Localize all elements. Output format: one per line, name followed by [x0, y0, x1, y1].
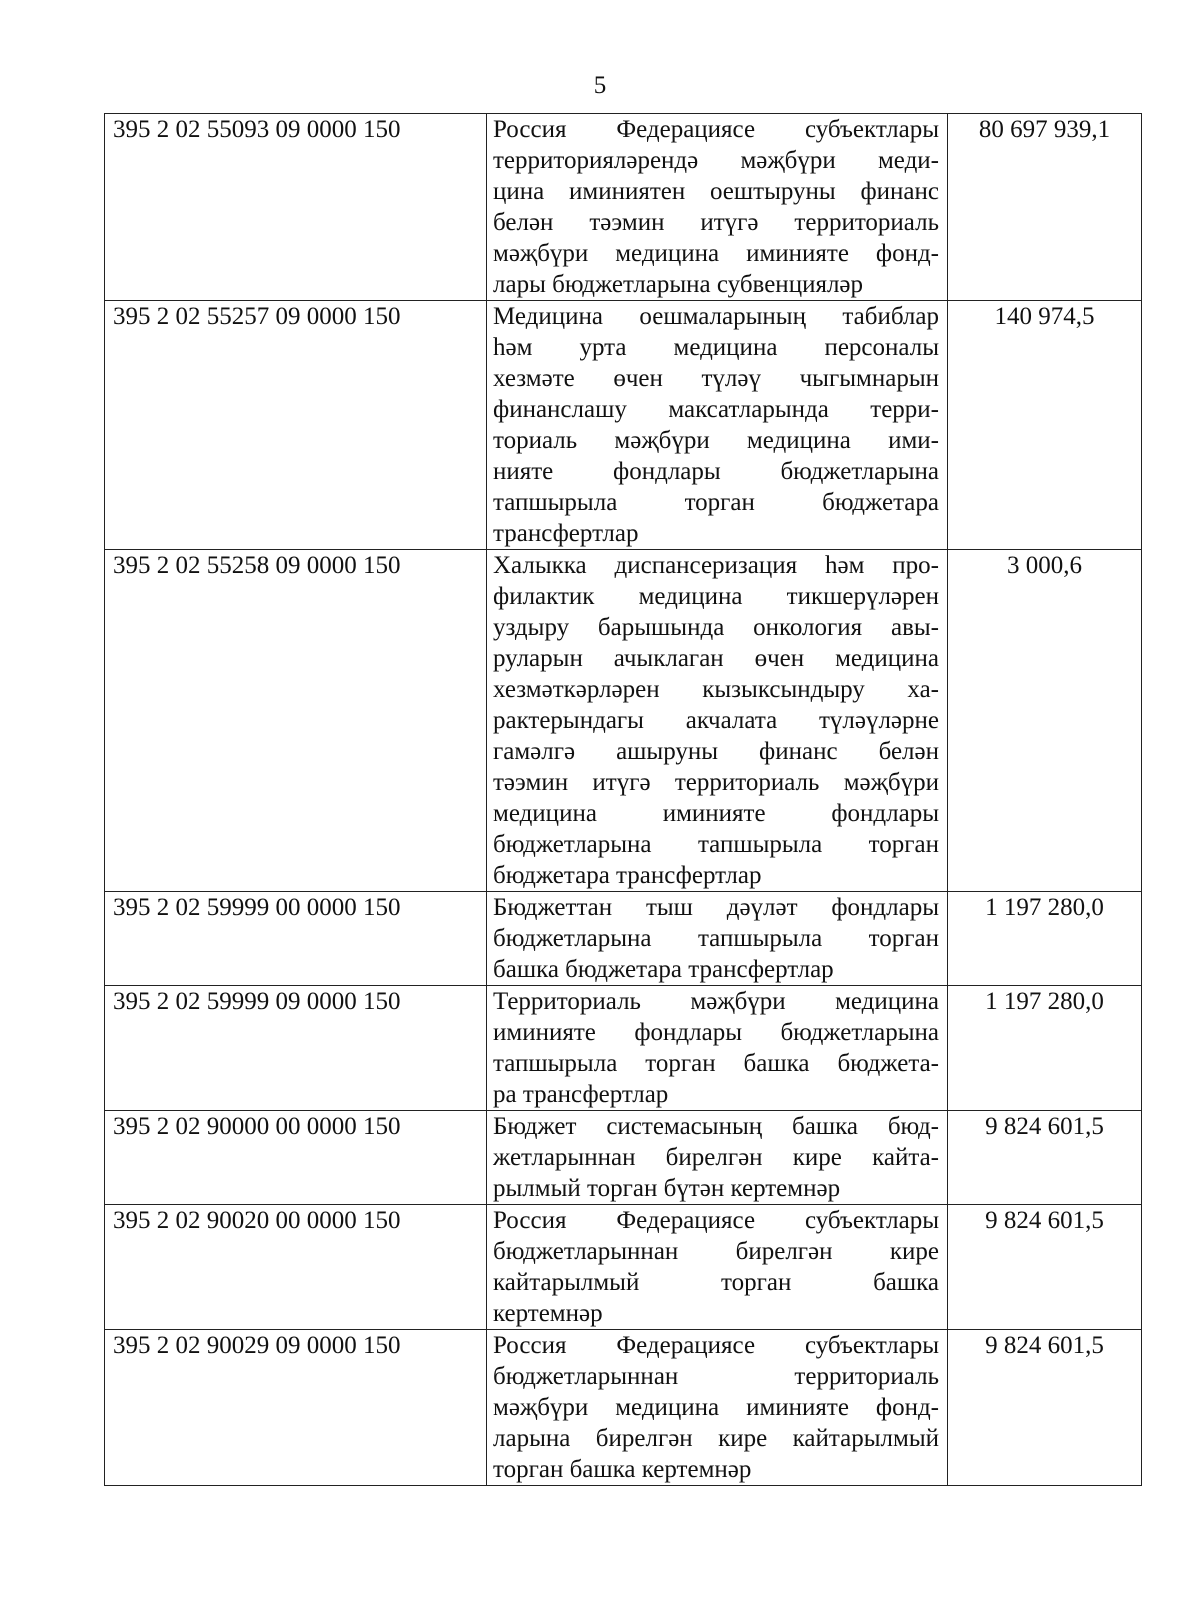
amount-cell: 1 197 280,0 [948, 892, 1142, 986]
table-row [105, 301, 1142, 550]
table-row [105, 1111, 1142, 1205]
description-line: тапшырыла торган башка бюджета- [493, 1050, 939, 1077]
table-row [105, 986, 1142, 1111]
description-line: мәҗбүри медицина иминияте фонд- [493, 240, 939, 267]
budget-code-cell: 395 2 02 55093 09 0000 150 [105, 114, 487, 301]
description-cell [487, 301, 948, 550]
description-line: медицина иминияте фондлары [493, 800, 939, 827]
budget-table [104, 113, 1142, 1486]
description-line: цина иминиятен оештыруны финанс [493, 178, 939, 205]
description-cell [487, 550, 948, 892]
amount-cell: 3 000,6 [948, 550, 1142, 892]
description-line: Россия Федерациясе субъектлары [493, 1207, 939, 1234]
table-row [105, 114, 1142, 301]
amount-cell: 9 824 601,5 [948, 1111, 1142, 1205]
description-line: Россия Федерациясе субъектлары [493, 116, 939, 143]
description-line: уздыру барышында онкология авы- [493, 614, 939, 641]
description-line: ра трансфертлар [493, 1081, 669, 1108]
description-cell [487, 1205, 948, 1330]
description-line: кертемнәр [493, 1300, 603, 1327]
budget-code-cell: 395 2 02 55257 09 0000 150 [105, 301, 487, 550]
description-line: финанслашу максатларында терри- [493, 396, 939, 423]
description-cell [487, 1111, 948, 1205]
description-line: торган башка кертемнәр [493, 1456, 752, 1483]
description-line: Бюджеттан тыш дәүләт фондлары [493, 894, 939, 921]
description-line: трансфертлар [493, 520, 639, 547]
description-line: хезмәте өчен түләү чыгымнарын [493, 365, 939, 392]
budget-code-cell: 395 2 02 59999 00 0000 150 [105, 892, 487, 986]
description-line: жетларыннан бирелгән кире кайта- [493, 1144, 939, 1171]
description-line: бюджетларыннан бирелгән кире [493, 1238, 939, 1265]
description-line: Территориаль мәҗбүри медицина [493, 988, 939, 1015]
description-line: ториаль мәҗбүри медицина ими- [493, 427, 939, 454]
amount-cell: 140 974,5 [948, 301, 1142, 550]
budget-code-cell: 395 2 02 90029 09 0000 150 [105, 1330, 487, 1486]
budget-table-body [105, 114, 1142, 1486]
description-line: кайтарылмый торган башка [493, 1269, 939, 1296]
description-line: тапшырыла торган бюджетара [493, 489, 939, 516]
description-line: Россия Федерациясе субъектлары [493, 1332, 939, 1359]
table-row [105, 1330, 1142, 1486]
description-line: иминияте фондлары бюджетларына [493, 1019, 939, 1046]
description-line: тәэмин итүгә территориаль мәҗбүри [493, 769, 939, 796]
amount-cell: 1 197 280,0 [948, 986, 1142, 1111]
description-cell [487, 892, 948, 986]
description-line: мәҗбүри медицина иминияте фонд- [493, 1394, 939, 1421]
description-line: бюджетларыннан территориаль [493, 1363, 939, 1390]
amount-cell: 9 824 601,5 [948, 1330, 1142, 1486]
description-line: бюджетларына тапшырыла торган [493, 831, 939, 858]
table-row [105, 892, 1142, 986]
description-line: филактик медицина тикшерүләрен [493, 583, 939, 610]
amount-cell: 80 697 939,1 [948, 114, 1142, 301]
description-line: руларын ачыклаган өчен медицина [493, 645, 939, 672]
description-line: лары бюджетларына субвенцияләр [493, 271, 864, 298]
description-line: рактерындагы акчалата түләүләрне [493, 707, 939, 734]
budget-code-cell: 395 2 02 90020 00 0000 150 [105, 1205, 487, 1330]
description-line: нияте фондлары бюджетларына [493, 458, 939, 485]
description-line: гамәлгә ашыруны финанс белән [493, 738, 939, 765]
table-row [105, 1205, 1142, 1330]
description-line: башка бюджетара трансфертлар [493, 956, 834, 983]
description-line: һәм урта медицина персоналы [493, 334, 939, 361]
description-line: Халыкка диспансеризация һәм про- [493, 552, 939, 579]
description-cell [487, 986, 948, 1111]
description-line: хезмәткәрләрен кызыксындыру ха- [493, 676, 939, 703]
budget-code-cell: 395 2 02 59999 09 0000 150 [105, 986, 487, 1111]
description-line: белән тәэмин итүгә территориаль [493, 209, 939, 236]
budget-code-cell: 395 2 02 90000 00 0000 150 [105, 1111, 487, 1205]
budget-code-cell: 395 2 02 55258 09 0000 150 [105, 550, 487, 892]
amount-cell: 9 824 601,5 [948, 1205, 1142, 1330]
description-line: ларына бирелгән кире кайтарылмый [493, 1425, 939, 1452]
description-line: рылмый торган бүтән кертемнәр [493, 1175, 841, 1202]
description-cell [487, 1330, 948, 1486]
description-line: территорияләрендә мәҗбүри меди- [493, 147, 939, 174]
description-line: бюджетларына тапшырыла торган [493, 925, 939, 952]
description-line: Медицина оешмаларының табиблар [493, 303, 939, 330]
description-cell [487, 114, 948, 301]
description-line: Бюджет системасының башка бюд- [493, 1113, 939, 1140]
table-row [105, 550, 1142, 892]
page-number: 5 [593, 72, 607, 99]
description-line: бюджетара трансфертлар [493, 862, 762, 889]
